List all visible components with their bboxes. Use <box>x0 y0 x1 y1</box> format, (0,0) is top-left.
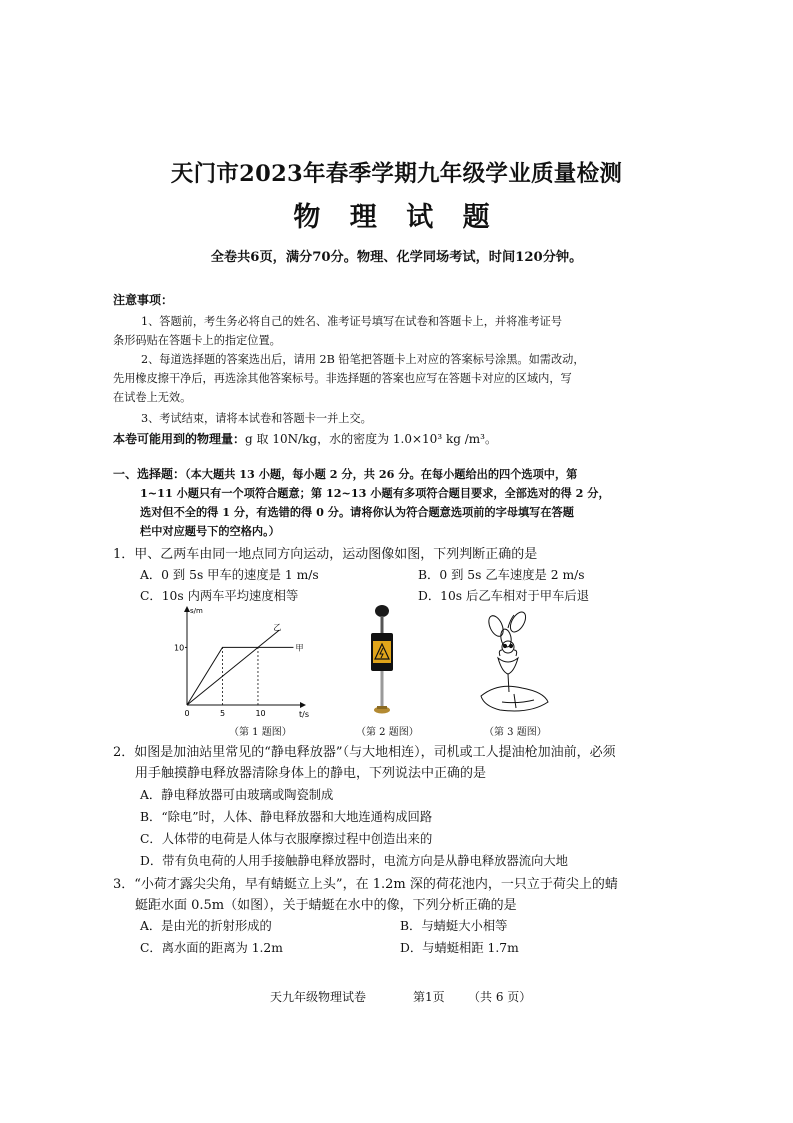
figure-1-caption: （第 1 题图） <box>229 727 292 738</box>
q3-option-b: B．与蜻蜓大小相等 <box>400 919 508 933</box>
physics-constants <box>113 430 497 447</box>
releaser-knob <box>375 605 389 617</box>
section1-line1 <box>113 465 577 482</box>
series-line-0 <box>187 647 293 705</box>
releaser-base-ring <box>377 706 387 709</box>
x-tick-label-2: 10 <box>255 709 266 718</box>
dragonfly-eye-left <box>503 644 506 647</box>
q1-stem: 1．甲、乙两车由同一地点同方向运动，运动图像如图，下列判断正确的是 <box>113 547 538 562</box>
q3-stem-line1: 3．“小荷才露尖尖角，早有蜻蜓立上头”，在 1.2m 深的荷花池内，一只立于荷尖上的蜻 <box>113 877 618 892</box>
footer-page-number: 第1页 <box>413 990 445 1004</box>
q2-option-b: B．“除电”时，人体、静电释放器和大地连通构成回路 <box>140 810 433 824</box>
q2-option-c: C．人体带的电荷是人体与衣服摩擦过程中创造出来的 <box>140 832 433 846</box>
releaser-pole <box>381 671 384 707</box>
exam-title: 天门市2023年春季学期九年级学业质量检测 <box>170 161 623 187</box>
q2-option-a: A．静电释放器可由玻璃或陶瓷制成 <box>140 788 334 802</box>
figure-3-caption: （第 3 题图） <box>484 727 547 738</box>
series-label-1: 乙 <box>273 623 282 633</box>
q1-option-b: B．0 到 5s 乙车速度是 2 m/s <box>418 568 585 582</box>
section1-desc-3: 选对但不全的得 1 分，有选错的得 0 分。请将你认为符合题意选项前的字母填写在答题 <box>140 505 574 519</box>
footer-total-pages: （共 6 页） <box>468 990 532 1004</box>
dragonfly-wing-left <box>486 613 506 638</box>
physics-constants-text: g 取 10N/kg，水的密度为 1.0×10³ kg /m³。 <box>245 432 497 446</box>
q3-stem-line2: 蜓距水面 0.5m（如图），关于蜻蜓在水中的像，下列分析正确的是 <box>135 898 517 913</box>
dragonfly-tail <box>508 615 514 628</box>
exam-subtitle: 全卷共6页，满分70分。物理、化学同场考试，时间120分钟。 <box>210 250 583 265</box>
dragonfly-eye-right <box>509 644 512 647</box>
note-2-line1: 2、每道选择题的答案选出后，请用 2B 铅笔把答题卡上对应的答案标号涂黑。如需改动， <box>141 353 585 366</box>
note-2-line3: 在试卷上无效。 <box>113 391 192 404</box>
physics-constants-label: 本卷可能用到的物理量： <box>113 432 246 446</box>
section1-desc-2: 1~11 小题只有一个项符合题意；第 12~13 小题有多项符合题目要求，全部选对的得 2 分， <box>140 486 610 500</box>
section1-heading: 一、选择题： <box>113 467 186 481</box>
q2-option-d: D．带有负电荷的人用手接触静电释放器时，电流方向是从静电释放器流向大地 <box>140 854 568 868</box>
q1-option-d: D．10s 后乙车相对于甲车后退 <box>418 589 589 603</box>
series-line-1 <box>187 630 279 705</box>
q3-option-d: D．与蜻蜓相距 1.7m <box>400 941 519 955</box>
x-tick-label-0: 0 <box>184 709 190 718</box>
dragonfly-lotus-image <box>478 610 553 720</box>
series-label-0: 甲 <box>295 643 304 653</box>
note-3: 3、考试结束，请将本试卷和答题卡一并上交。 <box>141 412 372 425</box>
x-tick-label-1: 5 <box>219 709 226 718</box>
subject-title: 物 理 试 题 <box>293 202 500 233</box>
x-axis-label: t/s <box>299 710 309 719</box>
q2-stem-line2: 用手触摸静电释放器清除身体上的静电，下列说法中正确的是 <box>135 766 487 781</box>
releaser-neck <box>381 616 384 634</box>
note-1-line2: 条形码贴在答题卡上的指定位置。 <box>113 334 281 347</box>
footer-exam-name: 天九年级物理试卷 <box>270 990 367 1004</box>
dragonfly-wing-right <box>507 610 528 635</box>
q3-option-a: A．是由光的折射形成的 <box>140 919 272 933</box>
figure-2-caption: （第 2 题图） <box>356 727 419 738</box>
q3-option-c: C．离水面的距离为 1.2m <box>140 941 283 955</box>
note-1-line1: 1、答题前，考生务必将自己的姓名、准考证号填写在试卷和答题卡上，并将准考证号 <box>141 315 563 328</box>
section1-desc-1: （本大题共 13 小题，每小题 2 分，共 26 分。在每小题给出的四个选项中，第 <box>185 467 578 481</box>
q1-st-graph <box>165 605 315 723</box>
electrostatic-releaser-image <box>362 603 402 718</box>
q1-option-c: C．10s 内两车平均速度相等 <box>140 589 299 603</box>
lotus-bud <box>498 658 518 674</box>
lotus-stem <box>508 674 509 692</box>
y-axis-label: s/m <box>190 607 203 615</box>
q2-stem-line1: 2．如图是加油站里常见的“静电释放器”（与大地相连），司机或工人提油枪加油前，必须 <box>113 745 616 760</box>
q1-option-a: A．0 到 5s 甲车的速度是 1 m/s <box>140 568 319 582</box>
lotus-leaf-veins <box>502 694 534 708</box>
note-2-line2: 先用橡皮擦干净后，再选涂其他答案标号。非选择题的答案也应写在答题卡对应的区域内，写 <box>113 372 572 385</box>
y-tick-label-0: 10 <box>174 643 185 653</box>
notes-heading: 注意事项： <box>113 293 174 307</box>
section1-desc-4: 栏中对应题号下的空格内。） <box>140 524 280 538</box>
